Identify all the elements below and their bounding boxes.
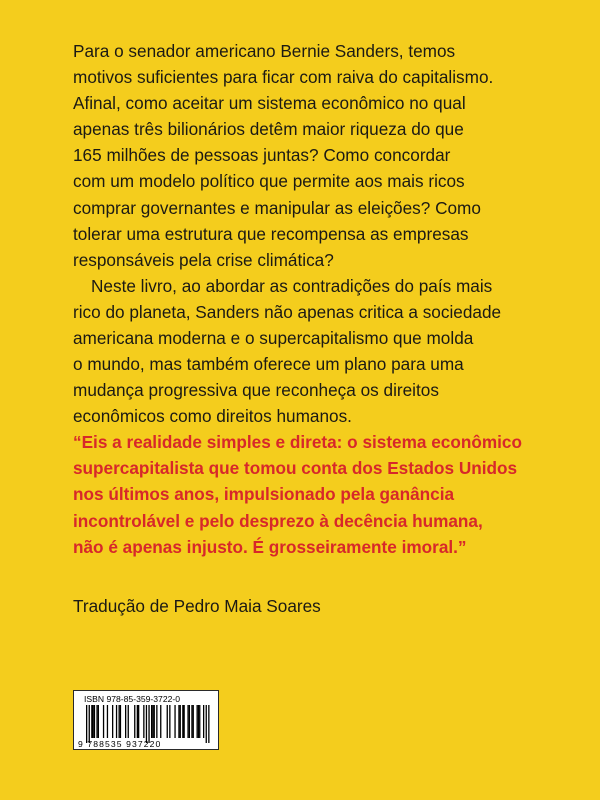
synopsis-line: Afinal, como aceitar um sistema econômico no qual [73,93,466,114]
synopsis-line: rico do planeta, Sanders não apenas critica a sociedade [73,301,502,322]
synopsis-line: com um modelo político que permite aos mais ricos [73,171,465,192]
barcode-bar [86,705,87,743]
barcode-bar [125,705,126,738]
barcode-bar [178,705,179,738]
synopsis-line: o mundo, mas também oferece um plano para uma [73,354,464,375]
barcode-bar [180,705,181,738]
barcode-bar [107,705,108,738]
barcode-bar [167,705,168,738]
barcode-bar [134,705,135,738]
barcode-bar [189,705,190,738]
barcode-bar [151,705,152,738]
barcode-bar [206,705,207,743]
barcode-bar [193,705,194,738]
synopsis-line: responsáveis pela crise climática? [73,249,334,270]
synopsis-line: apenas três bilionários detêm maior riqueza do que [73,119,464,140]
barcode-bar [146,705,147,743]
barcode-bar [187,705,188,738]
barcode-bar [184,705,185,738]
barcode-bar [198,705,199,738]
barcode-bar [160,705,161,738]
barcode-bar [174,705,175,738]
quote-line: incontrolável e pelo desprezo à decência humana, [73,510,483,531]
synopsis-line: americana moderna e o supercapitalismo que molda [73,328,474,349]
barcode-bar [89,705,90,743]
barcode-bar [182,705,183,738]
pull-quote [73,429,583,560]
barcode-bar [94,705,95,738]
barcode-bar [169,705,170,738]
synopsis-line: 165 milhões de pessoas juntas? Como concordar [73,145,451,166]
synopsis [73,38,573,429]
barcode-bar [96,705,97,738]
barcode-bar [91,705,92,738]
synopsis-line: tolerar uma estrutura que recompensa as empresas [73,223,469,244]
barcode-bar [103,705,104,738]
barcode-bar [128,705,129,738]
quote-line: não é apenas injusto. É grosseiramente imoral.” [73,536,467,557]
barcode-bar [98,705,99,738]
barcode-bar [152,705,153,738]
synopsis-line: mudança progressiva que reconheça os direitos [73,380,439,401]
barcode-bar [208,705,209,743]
quote-line: nos últimos anos, impulsionado pela ganância [73,484,455,505]
barcode-bar [119,705,120,738]
barcode-bar [138,705,139,738]
barcode-bar [154,705,155,738]
synopsis-line: Neste livro, ao abordar as contradições do país mais [91,275,493,296]
barcode-digits: 9 788535 937220 [78,739,162,749]
barcode-bar [120,705,121,738]
synopsis-line: Para o senador americano Bernie Sanders, temos [73,41,456,61]
isbn-barcode [73,690,219,750]
barcode-bar [143,705,144,738]
barcode-bar [116,705,117,738]
barcode-bar [199,705,200,738]
barcode-bar [112,705,113,738]
synopsis-line: comprar governantes e manipular as eleições? Como [73,197,481,218]
barcode-bar [148,705,149,743]
synopsis-line: motivos suficientes para ficar com raiva do capitalismo. [73,67,494,88]
barcode-bar [137,705,138,738]
quote-line: supercapitalista que tomou conta dos Estados Unidos [73,458,518,479]
translator-credit: Tradução de Pedro Maia Soares [73,596,321,616]
barcode-bar [156,705,157,738]
quote-line: “Eis a realidade simples e direta: o sistema econômico [73,432,522,452]
isbn-label: ISBN 978-85-359-3722-0 [84,694,181,704]
barcode-bar [203,705,204,738]
barcode-bar [191,705,192,738]
barcode-bar [93,705,94,738]
barcode-bar [197,705,198,738]
synopsis-line: econômicos como direitos humanos. [73,406,352,427]
